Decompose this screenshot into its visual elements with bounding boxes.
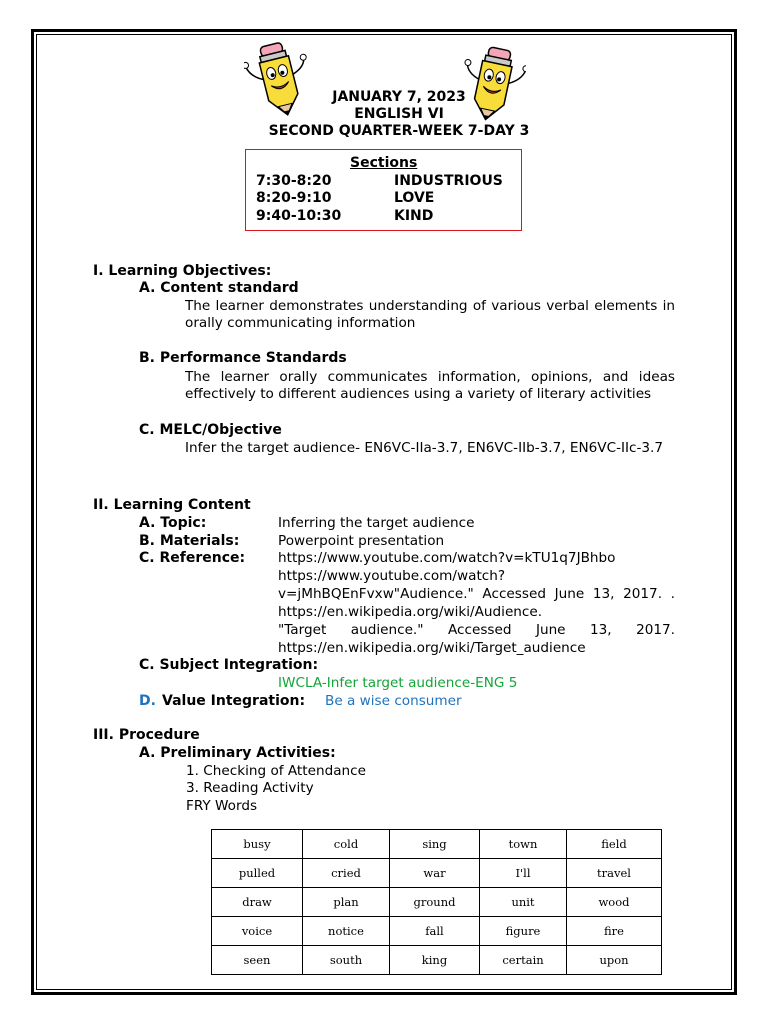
fry-word-cell: busy — [212, 830, 303, 859]
fry-word-cell: fire — [567, 917, 662, 946]
reference-label: C. Reference: — [139, 550, 246, 566]
fry-word-cell: cold — [303, 830, 390, 859]
fry-word-cell: notice — [303, 917, 390, 946]
reference-line: https://en.wikipedia.org/wiki/Audience. — [278, 604, 543, 620]
fry-word-cell: voice — [212, 917, 303, 946]
fry-word-cell: figure — [480, 917, 567, 946]
fry-word-cell: fall — [390, 917, 480, 946]
section-name: INDUSTRIOUS — [394, 173, 503, 189]
procedure-item: 3. Reading Activity — [186, 780, 314, 796]
fry-word-cell: field — [567, 830, 662, 859]
content-standard-label: A. Content standard — [139, 280, 299, 296]
fry-word-cell: south — [303, 946, 390, 975]
fry-word-cell: war — [390, 859, 480, 888]
subject-integration-label: C. Subject Integration: — [139, 657, 319, 673]
header-subject: ENGLISH VI — [354, 106, 444, 122]
header-quarter: SECOND QUARTER-WEEK 7-DAY 3 — [268, 123, 530, 139]
fry-word-cell: upon — [567, 946, 662, 975]
topic-label: A. Topic: — [139, 515, 207, 531]
melc-objective-label: C. MELC/Objective — [139, 422, 282, 438]
value-integration-value: Be a wise consumer — [325, 693, 462, 709]
reference-line: https://en.wikipedia.org/wiki/Target_audience — [278, 640, 586, 656]
reference-line: https://www.youtube.com/watch? — [278, 568, 506, 584]
fry-word-cell: travel — [567, 859, 662, 888]
table-row — [212, 830, 662, 859]
performance-standards-label: B. Performance Standards — [139, 350, 347, 366]
fry-word-cell: plan — [303, 888, 390, 917]
table-row — [212, 888, 662, 917]
table-row — [212, 859, 662, 888]
fry-words-table — [211, 829, 662, 975]
learning-content-heading: II. Learning Content — [93, 497, 251, 513]
fry-word-cell: cried — [303, 859, 390, 888]
fry-word-cell: draw — [212, 888, 303, 917]
fry-word-cell: sing — [390, 830, 480, 859]
materials-value: Powerpoint presentation — [278, 533, 445, 549]
objectives-heading: I. Learning Objectives: — [93, 263, 272, 279]
fry-word-cell: seen — [212, 946, 303, 975]
subject-integration-value: IWCLA-Infer target audience-ENG 5 — [278, 675, 518, 691]
section-time: 7:30-8:20 — [256, 173, 332, 189]
fry-word-cell: I'll — [480, 859, 567, 888]
value-integration-letter: D. — [139, 693, 156, 709]
table-row — [212, 946, 662, 975]
preliminary-activities-label: A. Preliminary Activities: — [139, 745, 336, 761]
section-time: 9:40-10:30 — [256, 208, 342, 224]
section-name: KIND — [394, 208, 434, 224]
fry-word-cell: wood — [567, 888, 662, 917]
materials-label: B. Materials: — [139, 533, 240, 549]
procedure-heading: III. Procedure — [93, 727, 200, 743]
section-name: LOVE — [394, 190, 435, 206]
procedure-item: 1. Checking of Attendance — [186, 763, 366, 779]
table-row — [212, 917, 662, 946]
performance-standards-text: The learner orally communicates information, opinions, and ideas effectively to different audiences using a variety of literary activities — [185, 369, 675, 402]
fry-word-cell: ground — [390, 888, 480, 917]
topic-value: Inferring the target audience — [278, 515, 475, 531]
header-date: JANUARY 7, 2023 — [332, 89, 466, 105]
content-standard-text: The learner demonstrates understanding of various verbal elements in orally communicating information — [185, 298, 675, 331]
fry-word-cell: certain — [480, 946, 567, 975]
section-time: 8:20-9:10 — [256, 190, 332, 206]
reference-line: https://www.youtube.com/watch?v=kTU1q7JBhbo — [278, 550, 616, 566]
procedure-item: FRY Words — [186, 798, 258, 814]
fry-word-cell: king — [390, 946, 480, 975]
fry-word-cell: unit — [480, 888, 567, 917]
value-integration-label: Value Integration: — [162, 693, 306, 709]
fry-word-cell: town — [480, 830, 567, 859]
reference-line: v=jMhBQEnFvxw"Audience." Accessed June 13, 2017. . — [278, 586, 675, 602]
sections-title: Sections — [350, 155, 418, 171]
reference-line: "Target audience." Accessed June 13, 2017. — [278, 622, 675, 638]
melc-objective-text: Infer the target audience- EN6VC-IIa-3.7, EN6VC-IIb-3.7, EN6VC-IIc-3.7 — [185, 440, 664, 456]
fry-word-cell: pulled — [212, 859, 303, 888]
